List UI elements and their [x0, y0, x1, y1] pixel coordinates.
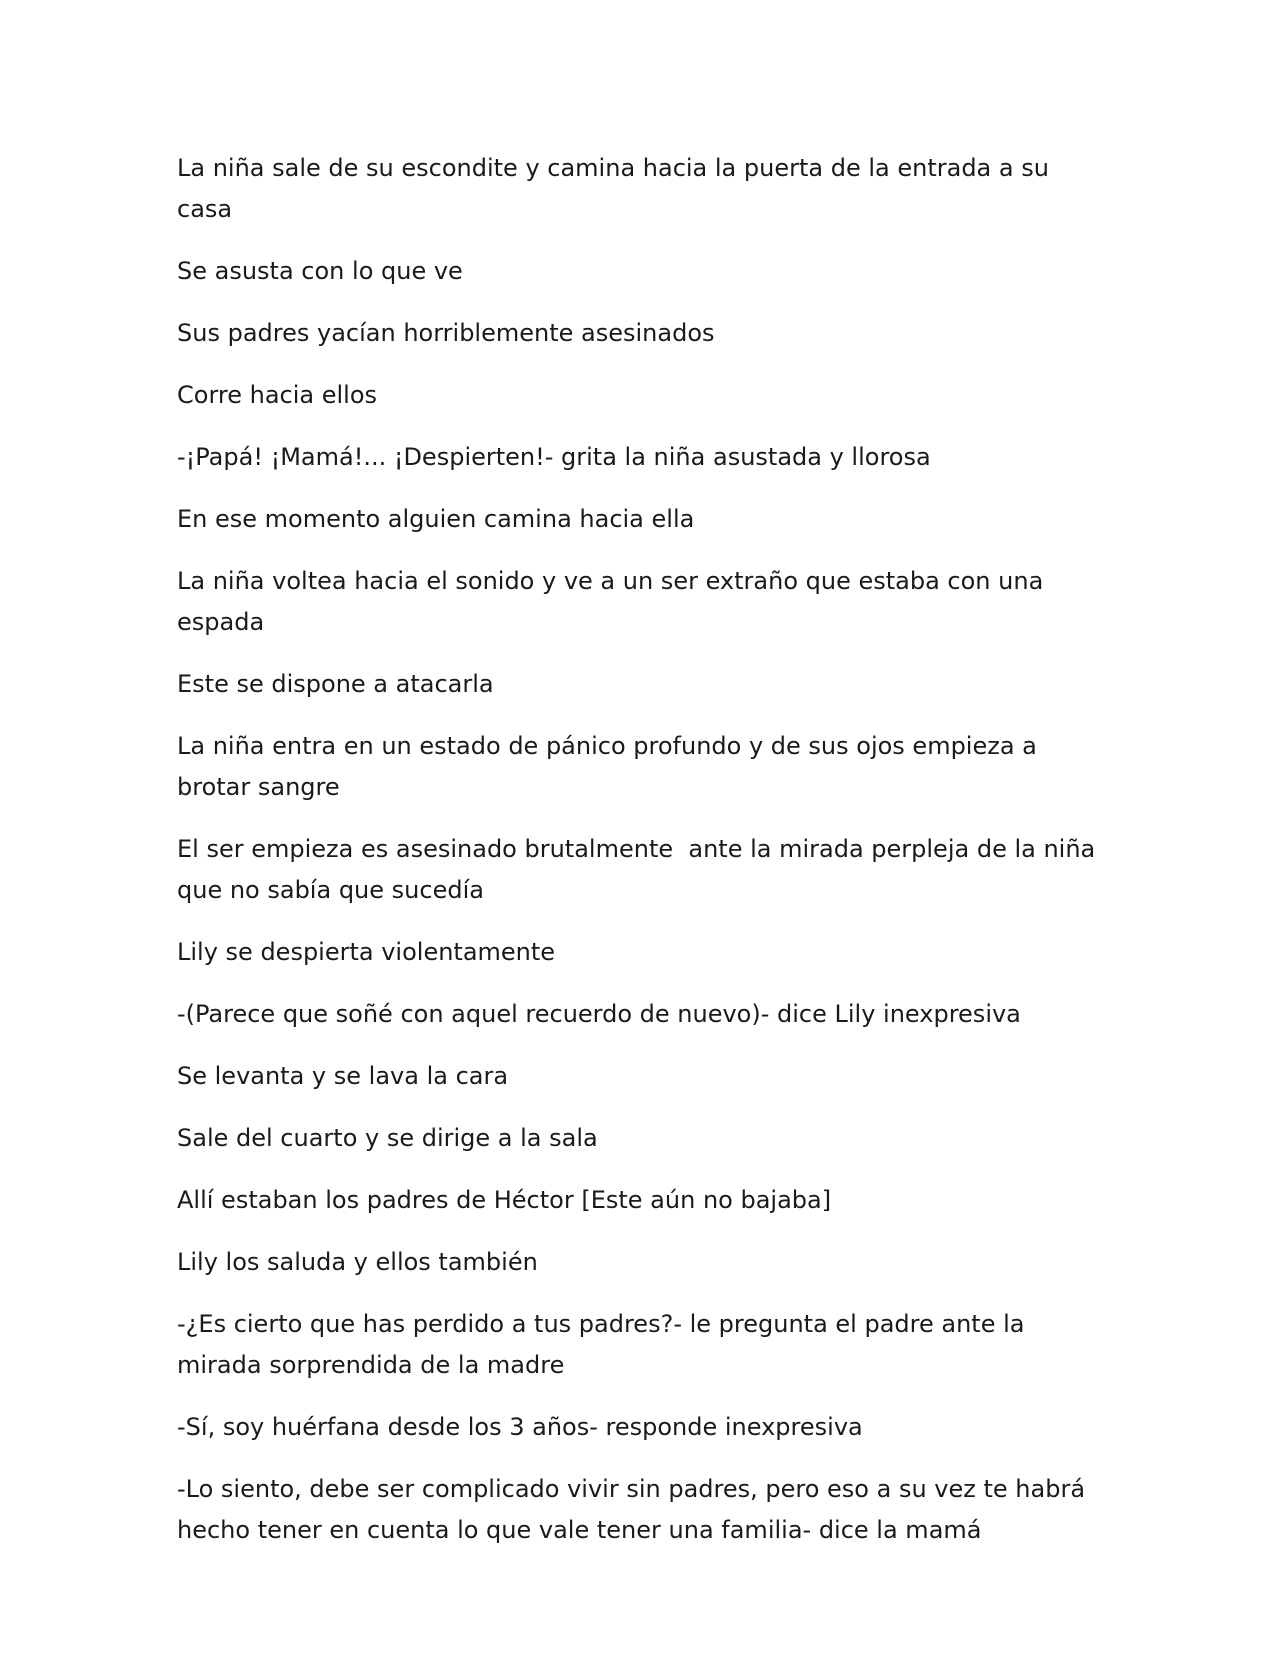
document-body — [177, 148, 1107, 1572]
paragraph: -¿Es cierto que has perdido a tus padres?- le pregunta el padre ante la mirada sorprendida de la madre — [177, 1310, 1033, 1379]
paragraph: -¡Papá! ¡Mamá!... ¡Despierten!- grita la niña asustada y llorosa — [177, 443, 931, 471]
paragraph: -(Parece que soñé con aquel recuerdo de nuevo)- dice Lily inexpresiva — [177, 1000, 1021, 1028]
paragraph: La niña sale de su escondite y camina hacia la puerta de la entrada a su casa — [177, 154, 1057, 223]
paragraph: Sus padres yacían horriblemente asesinados — [177, 319, 715, 347]
paragraph: Se levanta y se lava la cara — [177, 1062, 509, 1090]
paragraph: Este se dispone a atacarla — [177, 670, 494, 698]
paragraph: Sale del cuarto y se dirige a la sala — [177, 1124, 598, 1152]
paragraph: Corre hacia ellos — [177, 381, 378, 409]
paragraph: La niña entra en un estado de pánico profundo y de sus ojos empieza a brotar sangre — [177, 732, 1045, 801]
paragraph: Lily se despierta violentamente — [177, 938, 556, 966]
paragraph: Se asusta con lo que ve — [177, 257, 463, 285]
paragraph: Lily los saluda y ellos también — [177, 1248, 538, 1276]
paragraph: En ese momento alguien camina hacia ella — [177, 505, 695, 533]
paragraph: La niña voltea hacia el sonido y ve a un ser extraño que estaba con una espada — [177, 567, 1051, 636]
paragraph: El ser empieza es asesinado brutalmente ante la mirada perpleja de la niña que no sabía que sucedía — [177, 835, 1103, 904]
paragraph: -Sí, soy huérfana desde los 3 años- responde inexpresiva — [177, 1413, 863, 1441]
paragraph: -Lo siento, debe ser complicado vivir sin padres, pero eso a su vez te habrá hecho tener en cuenta lo que vale tener una familia- dice la mamá — [177, 1475, 1093, 1544]
paragraph: Allí estaban los padres de Héctor [Este aún no bajaba] — [177, 1186, 832, 1214]
